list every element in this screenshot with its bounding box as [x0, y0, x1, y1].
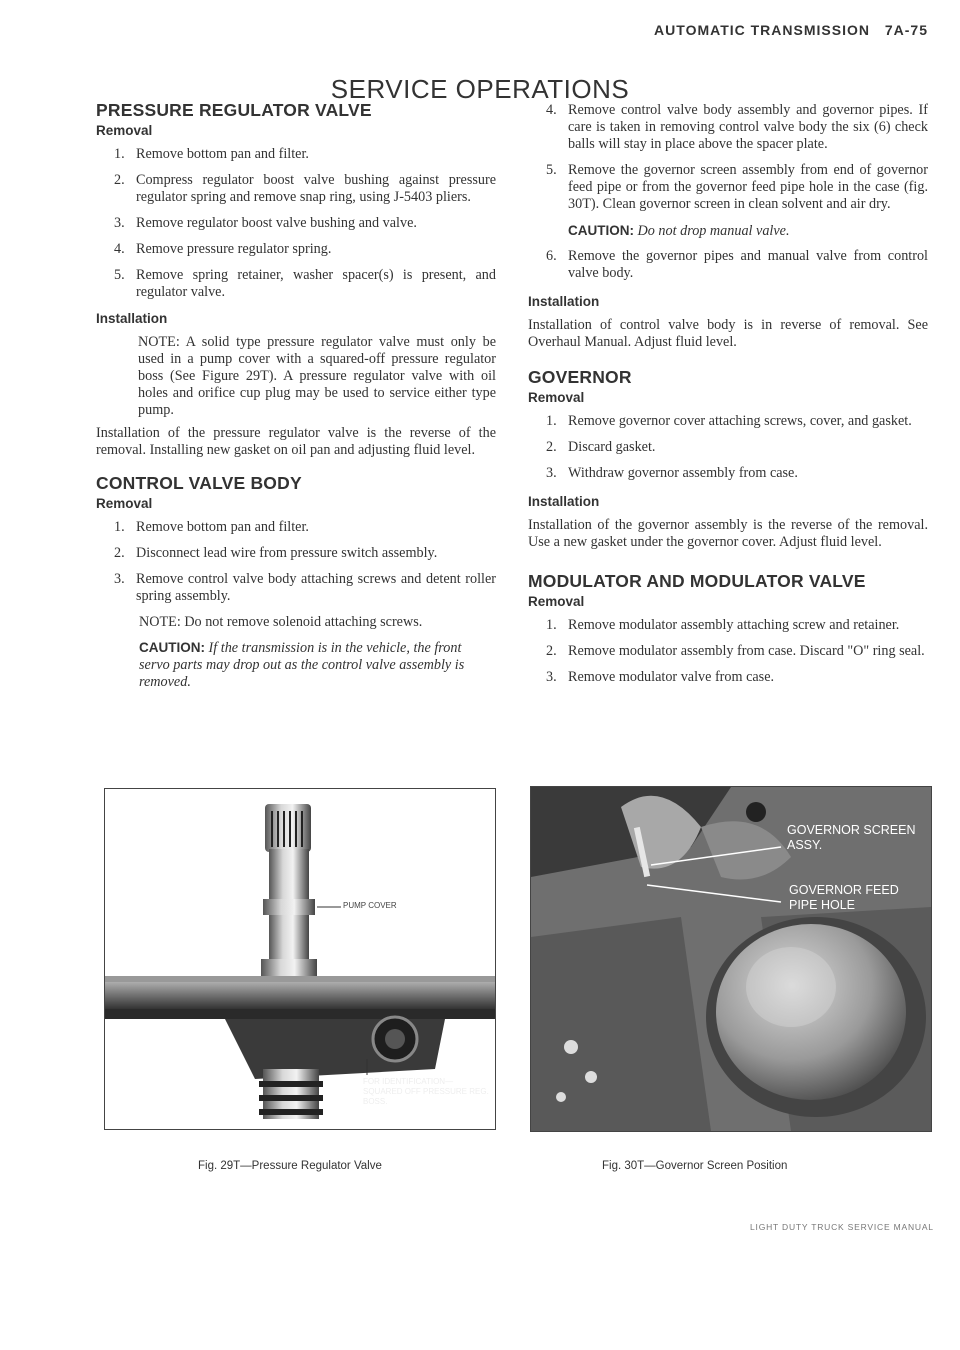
cvb-caution — [96, 639, 496, 691]
right-column — [528, 102, 928, 695]
list-item: 5. Remove the governor screen assembly from end of governor feed pipe or from the governor feed pipe hole in the case (fig. 30T). Clean governor screen in clean solvent and air dry. — [546, 162, 928, 212]
left-column — [96, 100, 496, 699]
heading-modulator: MODULATOR AND MODULATOR VALVE — [528, 571, 866, 591]
cvb-note: NOTE: Do not remove solenoid attaching screws. — [139, 614, 423, 630]
heading-governor: GOVERNOR — [528, 367, 632, 387]
manual-valve-caution — [528, 222, 928, 240]
caution-text: Do not drop manual valve. — [637, 223, 790, 239]
heading-pressure-regulator-valve: PRESSURE REGULATOR VALVE — [96, 100, 372, 120]
list-item: 6. Remove the governor pipes and manual valve from control valve body. — [546, 248, 928, 281]
figure-30t — [530, 786, 932, 1132]
modulator-removal-steps — [528, 617, 928, 686]
running-header — [654, 22, 928, 38]
list-item: 2. Compress regulator boost valve bushing against pressure regulator spring and remove snap ring, using J-5403 pliers. — [114, 172, 496, 205]
prv-installation-note: NOTE: A solid type pressure regulator valve must only be used in a pump cover with a squared-off pressure regulator boss (See Figure 29T). A pressure regulator valve with oil holes and orifice cup plug may be used to service either type pump. — [138, 334, 496, 418]
list-item: 3. Remove control valve body attaching screws and detent roller spring assembly. — [114, 571, 496, 604]
cvb-removal-steps-continued — [528, 102, 928, 213]
list-item: 3. Remove regulator boost valve bushing and valve. — [114, 215, 417, 231]
heading-control-valve-body: CONTROL VALVE BODY — [96, 473, 302, 493]
subheading-governor-installation: Installation — [528, 494, 600, 509]
label-governor-feed: GOVERNOR FEED PIPE HOLE — [789, 883, 899, 912]
prv-removal-steps — [96, 146, 496, 301]
label-identification: FOR IDENTIFICATION— SQUARED OFF PRESSURE REG. BOSS. — [363, 1077, 489, 1106]
running-header-section: AUTOMATIC TRANSMISSION — [654, 22, 870, 38]
list-item: 3. Remove modulator valve from case. — [546, 669, 775, 685]
caution-text: If the transmission is in the vehicle, the front servo parts may drop out as the control valve assembly is removed. — [139, 640, 465, 690]
list-item: 1. Remove governor cover attaching screws, cover, and gasket. — [546, 413, 912, 429]
label-governor-screen: GOVERNOR SCREEN ASSY. — [787, 823, 916, 852]
subheading-prv-removal: Removal — [96, 123, 153, 138]
subheading-cvb-installation: Installation — [528, 294, 600, 309]
label-pump-cover: PUMP COVER — [343, 901, 397, 910]
subheading-prv-installation: Installation — [96, 311, 168, 326]
list-item: 1. Remove bottom pan and filter. — [114, 146, 309, 162]
list-item: 4. Remove control valve body assembly and governor pipes. If care is taken in removing control valve body the six (6) check balls will stay in place above the spacer plate. — [546, 102, 928, 152]
list-item: 2. Disconnect lead wire from pressure switch assembly. — [114, 545, 438, 561]
subheading-governor-removal: Removal — [528, 390, 585, 405]
list-item: 4. Remove pressure regulator spring. — [114, 241, 332, 257]
caption-fig-29t: Fig. 29T—Pressure Regulator Valve — [198, 1160, 382, 1172]
footer: LIGHT DUTY TRUCK SERVICE MANUAL — [750, 1222, 934, 1232]
cvb-removal-step-6 — [528, 248, 928, 282]
caution-label: CAUTION: — [139, 640, 205, 655]
list-item: 3. Withdraw governor assembly from case. — [546, 465, 798, 481]
prv-installation-text: Installation of the pressure regulator valve is the reverse of the removal. Installing new gasket on oil pan and adjusting fluid level. — [96, 425, 496, 458]
list-item: 1. Remove modulator assembly attaching screw and retainer. — [546, 617, 900, 633]
list-item: 2. Discard gasket. — [546, 439, 656, 455]
caution-label: CAUTION: — [568, 223, 634, 238]
cvb-removal-steps — [96, 519, 496, 605]
list-item: 2. Remove modulator assembly from case. Discard "O" ring seal. — [546, 643, 925, 659]
cvb-installation-text: Installation of control valve body is in reverse of removal. See Overhaul Manual. Adjust fluid level. — [528, 317, 928, 350]
page-title: SERVICE OPERATIONS — [330, 74, 630, 104]
subheading-cvb-removal: Removal — [96, 496, 153, 511]
governor-removal-steps — [528, 413, 928, 482]
caption-fig-30t: Fig. 30T—Governor Screen Position — [602, 1160, 788, 1172]
list-item: 5. Remove spring retainer, washer spacer(s) is present, and regulator valve. — [114, 267, 496, 300]
figure-29t — [104, 788, 496, 1130]
running-header-page-number: 7A-75 — [884, 22, 928, 38]
subheading-modulator-removal: Removal — [528, 594, 585, 609]
list-item: 1. Remove bottom pan and filter. — [114, 519, 309, 535]
governor-installation-text: Installation of the governor assembly is the reverse of the removal. Use a new gasket under the governor cover. Adjust fluid level. — [528, 517, 928, 550]
